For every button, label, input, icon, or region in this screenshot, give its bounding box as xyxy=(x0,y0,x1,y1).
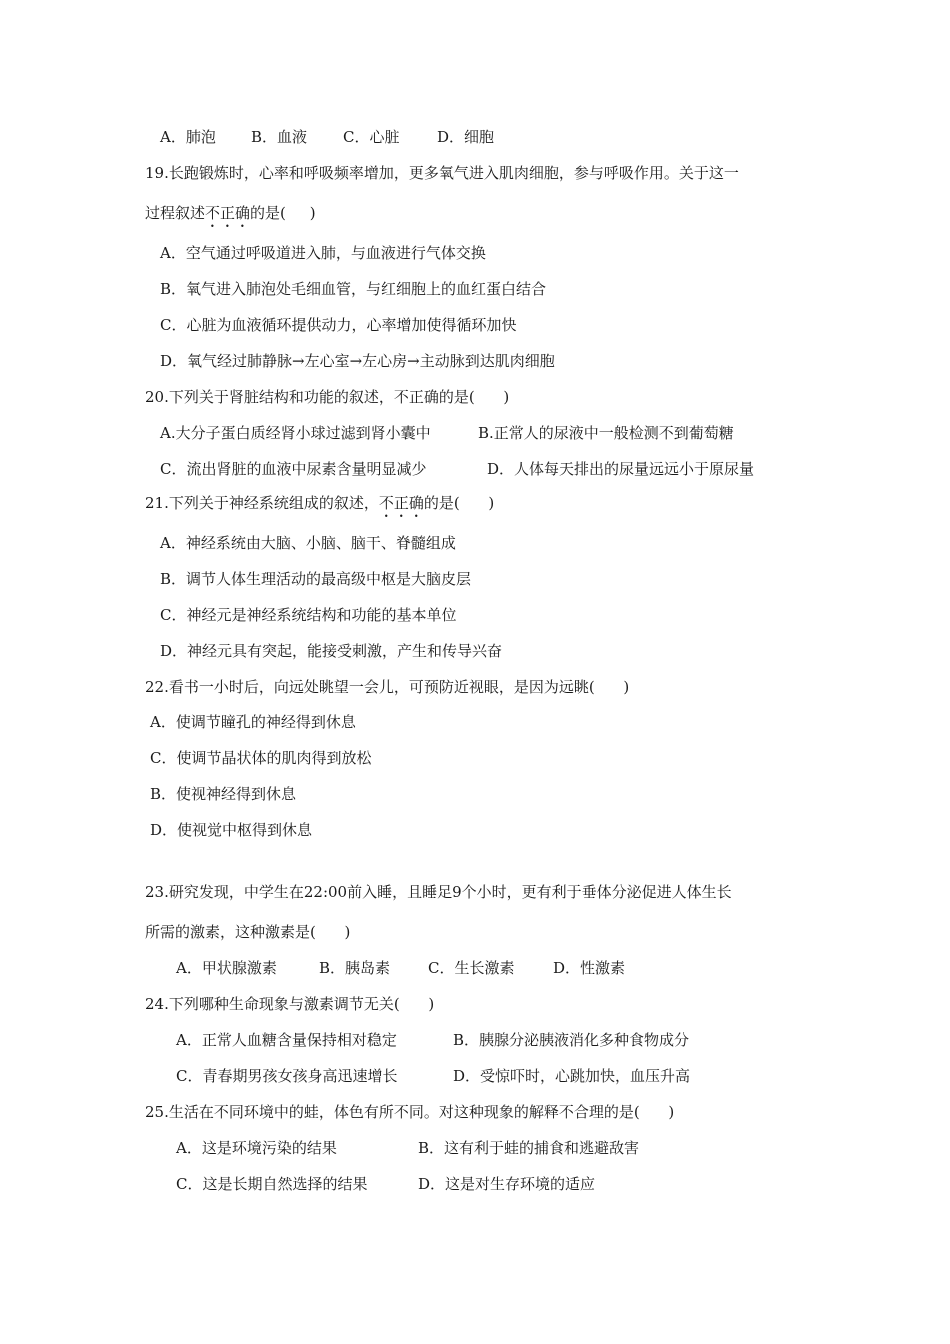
q19-stem-pre: 过程叙述 xyxy=(145,204,206,222)
q22-option-a: A．使调节瞳孔的神经得到休息 xyxy=(150,713,356,731)
q19-stem-emphasis: 不正确 xyxy=(205,204,251,222)
q25-stem: 25.生活在不同环境中的蛙，体色有所不同。对这种现象的解释不合理的是( ) xyxy=(145,1103,675,1121)
q22-option-c: C．使调节晶状体的肌肉得到放松 xyxy=(150,749,372,767)
q24-stem: 24.下列哪种生命现象与激素调节无关( ) xyxy=(145,995,435,1013)
q21-stem-emphasis: 不正确 xyxy=(378,494,424,512)
q20-option-c: C．流出肾脏的血液中尿素含量明显减少 xyxy=(160,460,427,478)
q20-option-a: A.大分子蛋白质经肾小球过滤到肾小囊中 xyxy=(160,424,431,442)
q23-option-a: A．甲状腺激素 xyxy=(176,959,277,977)
q19-stem-post: 的是( ) xyxy=(250,204,316,222)
q25-option-d: D．这是对生存环境的适应 xyxy=(418,1175,596,1193)
q24-option-b: B．胰腺分泌胰液消化多种食物成分 xyxy=(453,1031,690,1049)
q21-option-c: C．神经元是神经系统结构和功能的基本单位 xyxy=(160,606,457,624)
q18-option-b: B．血液 xyxy=(251,128,308,146)
q25-option-a: A．这是环境污染的结果 xyxy=(176,1139,337,1157)
q23-stem-line2: 所需的激素，这种激素是( ) xyxy=(145,923,351,941)
q21-option-b: B．调节人体生理活动的最高级中枢是大脑皮层 xyxy=(160,570,472,588)
q21-option-d: D．神经元具有突起，能接受刺激，产生和传导兴奋 xyxy=(160,642,503,660)
q21-stem xyxy=(145,493,494,521)
q20-option-d: D．人体每天排出的尿量远远小于原尿量 xyxy=(487,460,755,478)
q23-stem-line1: 23.研究发现，中学生在22:00前入睡，且睡足9个小时，更有利于垂体分泌促进人体生长 xyxy=(145,883,732,901)
q18-option-c: C．心脏 xyxy=(343,128,400,146)
q19-option-a: A．空气通过呼吸道进入肺，与血液进行气体交换 xyxy=(160,244,486,262)
q24-option-c: C．青春期男孩女孩身高迅速增长 xyxy=(176,1067,398,1085)
q23-option-d: D．性激素 xyxy=(553,959,626,977)
q22-option-b: B．使视神经得到休息 xyxy=(150,785,297,803)
q18-option-d: D．细胞 xyxy=(437,128,495,146)
q19-option-b: B．氧气进入肺泡处毛细血管，与红细胞上的血红蛋白结合 xyxy=(160,280,547,298)
q19-option-d: D．氧气经过肺静脉→左心室→左心房→主动脉到达肌肉细胞 xyxy=(160,352,555,370)
q19-option-c: C．心脏为血液循环提供动力，心率增加使得循环加快 xyxy=(160,316,517,334)
q20-option-b: B.正常人的尿液中一般检测不到葡萄糖 xyxy=(478,424,734,442)
q24-option-d: D．受惊吓时，心跳加快，血压升高 xyxy=(453,1067,691,1085)
q23-option-c: C．生长激素 xyxy=(428,959,515,977)
q19-stem-line1: 19.长跑锻炼时，心率和呼吸频率增加，更多氧气进入肌肉细胞，参与呼吸作用。关于这一 xyxy=(145,164,739,182)
q25-option-c: C．这是长期自然选择的结果 xyxy=(176,1175,368,1193)
q22-stem: 22.看书一小时后，向远处眺望一会儿，可预防近视眼，是因为远眺( ) xyxy=(145,678,630,696)
q21-option-a: A．神经系统由大脑、小脑、脑干、脊髓组成 xyxy=(160,534,456,552)
q24-option-a: A．正常人血糖含量保持相对稳定 xyxy=(176,1031,397,1049)
q19-stem-line2 xyxy=(145,203,316,231)
q23-option-b: B．胰岛素 xyxy=(319,959,391,977)
q21-stem-pre: 21.下列关于神经系统组成的叙述， xyxy=(145,494,379,512)
q18-option-a: A．肺泡 xyxy=(160,128,216,146)
q21-stem-post: 的是( ) xyxy=(423,494,495,512)
q20-stem: 20.下列关于肾脏结构和功能的叙述，不正确的是( ) xyxy=(145,388,510,406)
q22-option-d: D．使视觉中枢得到休息 xyxy=(150,821,313,839)
q25-option-b: B．这有利于蛙的捕食和逃避敌害 xyxy=(418,1139,640,1157)
